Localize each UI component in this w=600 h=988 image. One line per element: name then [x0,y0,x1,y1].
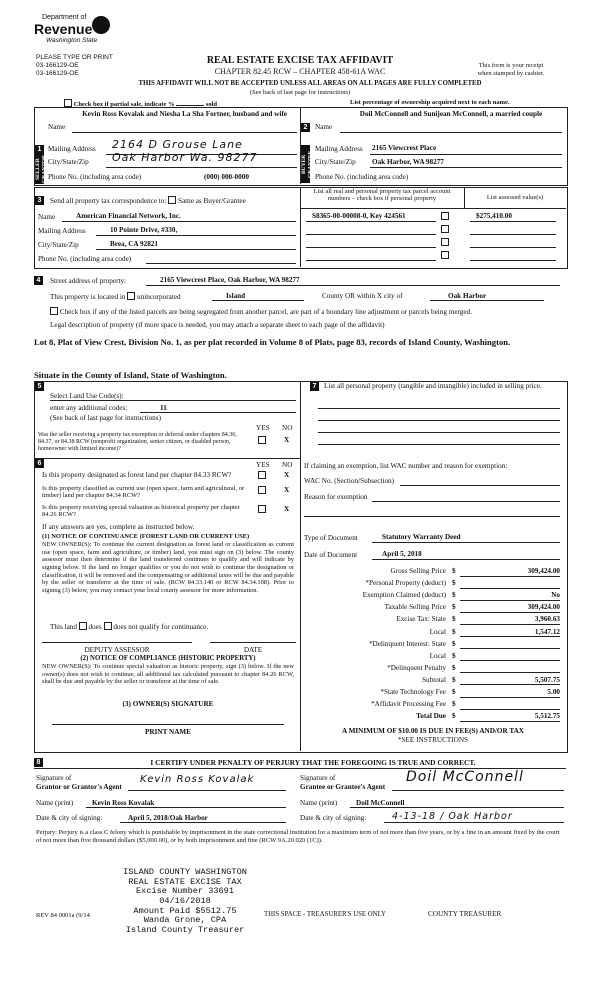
historic-question: Is this property receiving special valuation as historical property per chapter 84.26 RCW? [42,504,240,519]
stamp-line-5: Amount Paid $5512.75 [133,905,237,916]
current-use-no-answer: X [284,486,290,494]
buyer-side-label: BUYER GRANTEE [301,145,310,183]
s5-no-header: NO [282,424,293,432]
assessed-header: List assessed value(s) [486,194,544,201]
unincorporated-label: unincorporated [137,293,181,301]
seller-phone: (000) 000-0000 [204,173,249,181]
tax-row-value: 5,512.75 [534,712,560,721]
tax-row-label: *Delinquent Interest: State [368,639,446,648]
tax-row-label: *State Technology Fee [380,688,446,696]
tax-row-dollar: $ [452,675,456,684]
personal-property-label: List all personal property (tangible and intangible) included in selling price. [324,382,542,390]
parcel-personal-checkbox-1[interactable] [441,212,449,220]
exemption-label: If claiming an exemption, list WAC number and reason for exemption: [304,462,508,470]
dor-logo [34,14,118,52]
tax-row-dollar: $ [452,615,456,624]
s3-name-label: Name [38,213,56,221]
tax-row-label: Excise Tax: State [396,615,446,624]
warning-text: THIS AFFIDAVIT WILL NOT BE ACCEPTED UNLESS ALL AREAS ON ALL PAGES ARE FULLY COMPLETED [138,80,482,87]
additional-codes-label: enter any additional codes: [50,404,128,412]
grantee-sig-label-1: Signature of [300,774,336,782]
notice1-text: NEW OWNER(S): To continue the current designation as forest land or classification as current use (open space, farm and agriculture, or timber) land, you must sign on (3) below. The county assessor must then determine if the land transferred continues to qualify and will indicate by signing below. If the land no longer qualifies or you do not wish to continue the designation or classification, it will be removed and the compensating or additional taxes will be due and payable by the seller or transferor at the time of sale. (RCW 84.33.140 or RCW 84.34.108). Prior to signing (3) below, you may contact your local county assessor for more information. [42,541,294,595]
section-5-number: 5 [35,382,44,391]
partial-sale-checkbox[interactable] [64,99,72,107]
buyer-phone-label: Phone No. (including area code) [315,173,409,181]
s3-city-label: City/State/Zip [38,241,79,249]
grantee-name: Doil McConnell [356,799,405,807]
tax-row-label: Subtotal [422,675,446,684]
doc-type: Statutory Warranty Deed [382,533,461,541]
notice2-title: (2) NOTICE OF COMPLIANCE (HISTORIC PROPERTY) [80,655,256,662]
grantor-date-label: Date & city of signing: [36,814,103,822]
s3-name: American Financial Network, Inc. [76,212,181,220]
located-label: This property is located in [50,293,126,301]
city-value: Oak Harbor [448,292,487,300]
partial-sale-label: Check box if partial sale, indicate % [73,101,175,108]
tax-row-label: Local [429,627,446,636]
tax-row-value: 309,424.00 [527,603,560,612]
grantee-sig-label-2: Grantee or Grantee's Agent [300,783,386,791]
seller-mail: 2164 D Grouse Lane [112,138,243,151]
form-code-1: 03-166129-OE [36,62,79,69]
tax-row-value: 309,424.00 [527,567,560,575]
parcel-number: S8365-00-00008-0, Key 424561 [312,212,406,220]
s3-phone-label: Phone No. (including area code) [38,255,132,263]
section-6-number: 6 [35,459,44,468]
tax-row-dollar: $ [452,700,456,709]
seller-mail-label: Mailing Address [48,145,96,153]
historic-no-answer: X [284,505,290,513]
does-not-checkbox[interactable] [104,622,112,630]
tax-row-value: 3,960.63 [534,615,560,624]
tax-row-label: Exemption Claimed (deduct) [362,591,446,600]
same-as-buyer-checkbox[interactable] [168,196,176,204]
tax-row-dollar: $ [452,603,456,612]
treasurer-stamp [96,868,274,935]
tax-row-value: 1,547.12 [534,627,560,636]
tax-row-value: 5,507.75 [534,675,560,684]
segregated-label: Check box if any of the listed parcels are being segregated from another parcel, are part of a boundary line adjustment or parcels being merged. [59,308,472,316]
current-use-yes-checkbox[interactable] [258,486,266,494]
ownership-note: List percentage of ownership acquired next to each name. [350,99,510,106]
this-land-label: This land [50,623,77,631]
forest-no-answer: X [284,471,290,479]
tax-row-value: No [551,591,560,600]
receipt-note-1: This form is your receipt [478,62,544,69]
if-yes-note: If any answers are yes, complete as instructed below. [42,523,195,531]
receipt-note-2: when stamped by cashier. [477,70,545,77]
tax-row-label: *Affidavit Processing Fee [371,700,446,709]
deputy-date-label: DATE [243,646,263,654]
page-title: REAL ESTATE EXCISE TAX AFFIDAVIT [206,55,394,66]
stamp-line-4: 04/16/2018 [159,895,211,906]
seller-name: Kevin Ross Kovalak and Niesha La Sha Fortner, husband and wife [82,110,287,118]
grantee-date: 4-13-18 / Oak Harbor [392,811,513,822]
see-instructions-note: *SEE INSTRUCTIONS [397,736,469,744]
tax-row-label: Total Due [416,712,446,721]
this-land-row [50,622,208,631]
buyer-city-label: City/State/Zip [315,158,356,166]
send-correspondence-label [50,196,246,205]
tax-row-dollar: $ [452,688,456,696]
treasurer-space-label: THIS SPACE - TREASURER'S USE ONLY [264,911,386,918]
seller-side-label: SELLER GRANTOR [35,155,48,184]
county-value: Island [226,292,246,300]
s3-mail: 10 Pointe Drive, #330, [110,226,178,234]
section-1-number: 1 [35,145,44,154]
section-8-number: 8 [34,758,43,767]
dept-line1: Department of [42,14,87,21]
parcel-personal-checkbox-4[interactable] [441,251,449,259]
historic-yes-checkbox[interactable] [258,505,266,513]
grantor-sig-label-2: Grantor or Grantor's Agent [36,783,122,791]
does-checkbox[interactable] [79,622,87,630]
county-treasurer-label: COUNTY TREASURER [428,910,502,918]
s5-yes-checkbox[interactable] [258,436,266,444]
certify-text: I CERTIFY UNDER PENALTY OF PERJURY THAT THE FOREGOING IS TRUE AND CORRECT. [150,758,476,767]
reason-label: Reason for exemption [304,493,368,501]
minimum-note: A MINIMUM OF $10.00 IS DUE IN FEE(S) AND/OR TAX [342,727,524,735]
sold-label: sold [205,101,218,108]
tax-row-dollar: $ [452,579,456,588]
assessed-value: $275,410.00 [476,212,512,220]
situate-text: Situate in the County of Island, State of Washington. [34,370,227,380]
perjury-text: Perjury: Perjury is a class C felony which is punishable by imprisonment in the state correctional institution for a maximum term of not more than five years, or by a fine in an amount fixed by the court of not more than five thousand dollars ($5,000.00), or by both imprisonment and fine (RCW 9A.20.020 (1C)). [36,829,560,845]
county-label: County OR within X city of [322,292,403,300]
tax-row-dollar: $ [452,663,456,672]
print-name-label: PRINT NAME [145,728,191,736]
grantee-date-label: Date & city of signing: [300,814,367,822]
tax-row-value: 5.00 [547,688,560,696]
s6-no-header: NO [282,461,293,469]
section-4-number: 4 [34,276,43,285]
page-subtitle: CHAPTER 82.45 RCW – CHAPTER 458-61A WAC [214,67,386,76]
grantor-name-label: Name (print) [36,799,74,807]
additional-code: 11 [160,404,167,412]
legal-label: Legal description of property (if more space is needed, you may attach a separate sheet to each page of the affidavit) [50,321,385,329]
current-use-question: Is this property classified as current use (open space, farm and agricultural, or timber) land per chapter 84.34 RCW? [42,485,245,500]
owner-signature-label: (3) OWNER(S) SIGNATURE [122,700,214,708]
grantee-signature: Doil McConnell [406,769,524,785]
notice1-title: (1) NOTICE OF CONTINUANCE (FOREST LAND OR CURRENT USE) [42,533,250,540]
forest-yes-checkbox[interactable] [258,471,266,479]
tax-row-label: Gross Selling Price [390,567,446,575]
land-use-label: Select Land Use Code(s): [50,392,124,400]
doc-date-label: Date of Document [304,551,358,559]
see-back-note: (See back of last page for instructions) [249,89,351,96]
buyer-city: Oak Harbor, WA 98277 [372,158,444,166]
unincorporated-checkbox[interactable] [127,292,135,300]
parcel-header: List all real and personal property tax parcel account numbers – check box if personal property [313,188,451,203]
seller-name-label: Name [48,123,66,131]
please-type: PLEASE TYPE OR PRINT [36,54,113,61]
stamp-line-2: REAL ESTATE EXCISE TAX [128,876,242,887]
buyer-name: Doil McConnell and Sunijean McConnell, a married couple [359,110,543,118]
form-code-2: 03-166129-OE [36,70,79,77]
dor-emblem-icon [92,16,110,34]
tax-row-dollar: $ [452,712,456,721]
segregated-row [50,307,560,316]
s5-no-answer: X [284,436,290,444]
s3-city: Brea, CA 92821 [110,240,158,248]
s5-see-back: (See back of last page for instructions) [50,414,161,422]
forest-question: Is this property designated as forest land per chapter 84.33 RCW? [42,471,232,479]
s5-yes-header: YES [256,424,270,432]
rev-code: REV 84 0001a (9/14 [36,912,90,919]
street-label: Street address of property: [50,277,127,285]
tax-row-label: *Personal Property (deduct) [365,579,446,588]
section-7-number: 7 [310,382,319,391]
does-label: does [88,623,102,631]
section-2-number: 2 [301,123,310,132]
stamp-line-3: Excise Number 33691 [136,886,234,897]
tax-row-dollar: $ [452,651,456,660]
legal-description: Lot 8, Plat of View Crest, Division No. 1, as per plat recorded in Volume 8 of Plats, page 83, records of Island County, Washington. [34,337,511,347]
stamp-line-7: Island County Treasurer [125,924,245,935]
grantor-date: April 5, 2018/Oak Harbor [128,814,208,822]
send-label: Send all property tax correspondence to: [50,197,167,205]
s3-mail-label: Mailing Address [38,227,86,235]
parcel-personal-checkbox-3[interactable] [441,238,449,246]
exemption-question: Was the seller receiving a property tax exemption or deferral under chapters 84.36, 84.37, or 84.38 RCW (nonprofit organization, senior citizen, or disabled person, homeowner with limited income)? [38,432,237,452]
tax-row-dollar: $ [452,627,456,636]
tax-row-label: Taxable Selling Price [384,603,446,612]
tax-row-label: Local [429,651,446,660]
wac-label: WAC No. (Section/Subsection) [304,477,395,485]
tax-row-dollar: $ [452,591,456,600]
deputy-assessor-label: DEPUTY ASSESSOR [84,646,150,654]
s6-yes-header: YES [256,461,270,469]
located-row [50,292,181,301]
grantee-name-label: Name (print) [300,799,338,807]
section-3-number: 3 [35,196,44,205]
tax-row-dollar: $ [452,567,456,575]
seller-city: Oak Harbor Wa. 98277 [112,151,258,164]
stamp-line-6: Wanda Grone, CPA [143,915,227,926]
dept-line3: Washington State [46,37,98,44]
same-as-buyer-label: Same as Buyer/Grantee [177,197,246,205]
seller-phone-label: Phone No. (including area code) [48,173,142,181]
street-address: 2165 Viewcrest Place, Oak Harbor, WA 98277 [160,276,300,284]
doc-date: April 5, 2018 [382,550,422,558]
notice2-text: NEW OWNER(S): To continue special valuation as historic property, sign (3) below. If the new owner(s) does not wish to continue, all additional tax calculated pursuant to chapter 84.26 RCW, shall be due and payable by the seller or transferor at the time of sale. [42,663,294,686]
segregated-checkbox[interactable] [50,307,58,315]
tax-row-dollar: $ [452,639,456,648]
stamp-line-1: ISLAND COUNTY WASHINGTON [123,867,247,877]
tax-row-label: *Delinquent Penalty [387,663,446,672]
grantor-sig-label-1: Signature of [36,774,72,782]
grantor-signature: Kevin Ross Kovalak [140,774,255,785]
dept-line2: Revenue [34,21,93,37]
grantor-name: Kevin Ross Kovalak [92,799,155,807]
seller-city-label: City/State/Zip [48,158,89,166]
does-not-label: does not qualify for continuance. [113,623,209,631]
buyer-mail-label: Mailing Address [315,145,363,153]
buyer-name-label: Name [315,123,333,131]
doc-type-label: Type of Document [304,534,358,542]
buyer-mail: 2165 Viewcrest Place [372,144,437,152]
parcel-personal-checkbox-2[interactable] [441,225,449,233]
